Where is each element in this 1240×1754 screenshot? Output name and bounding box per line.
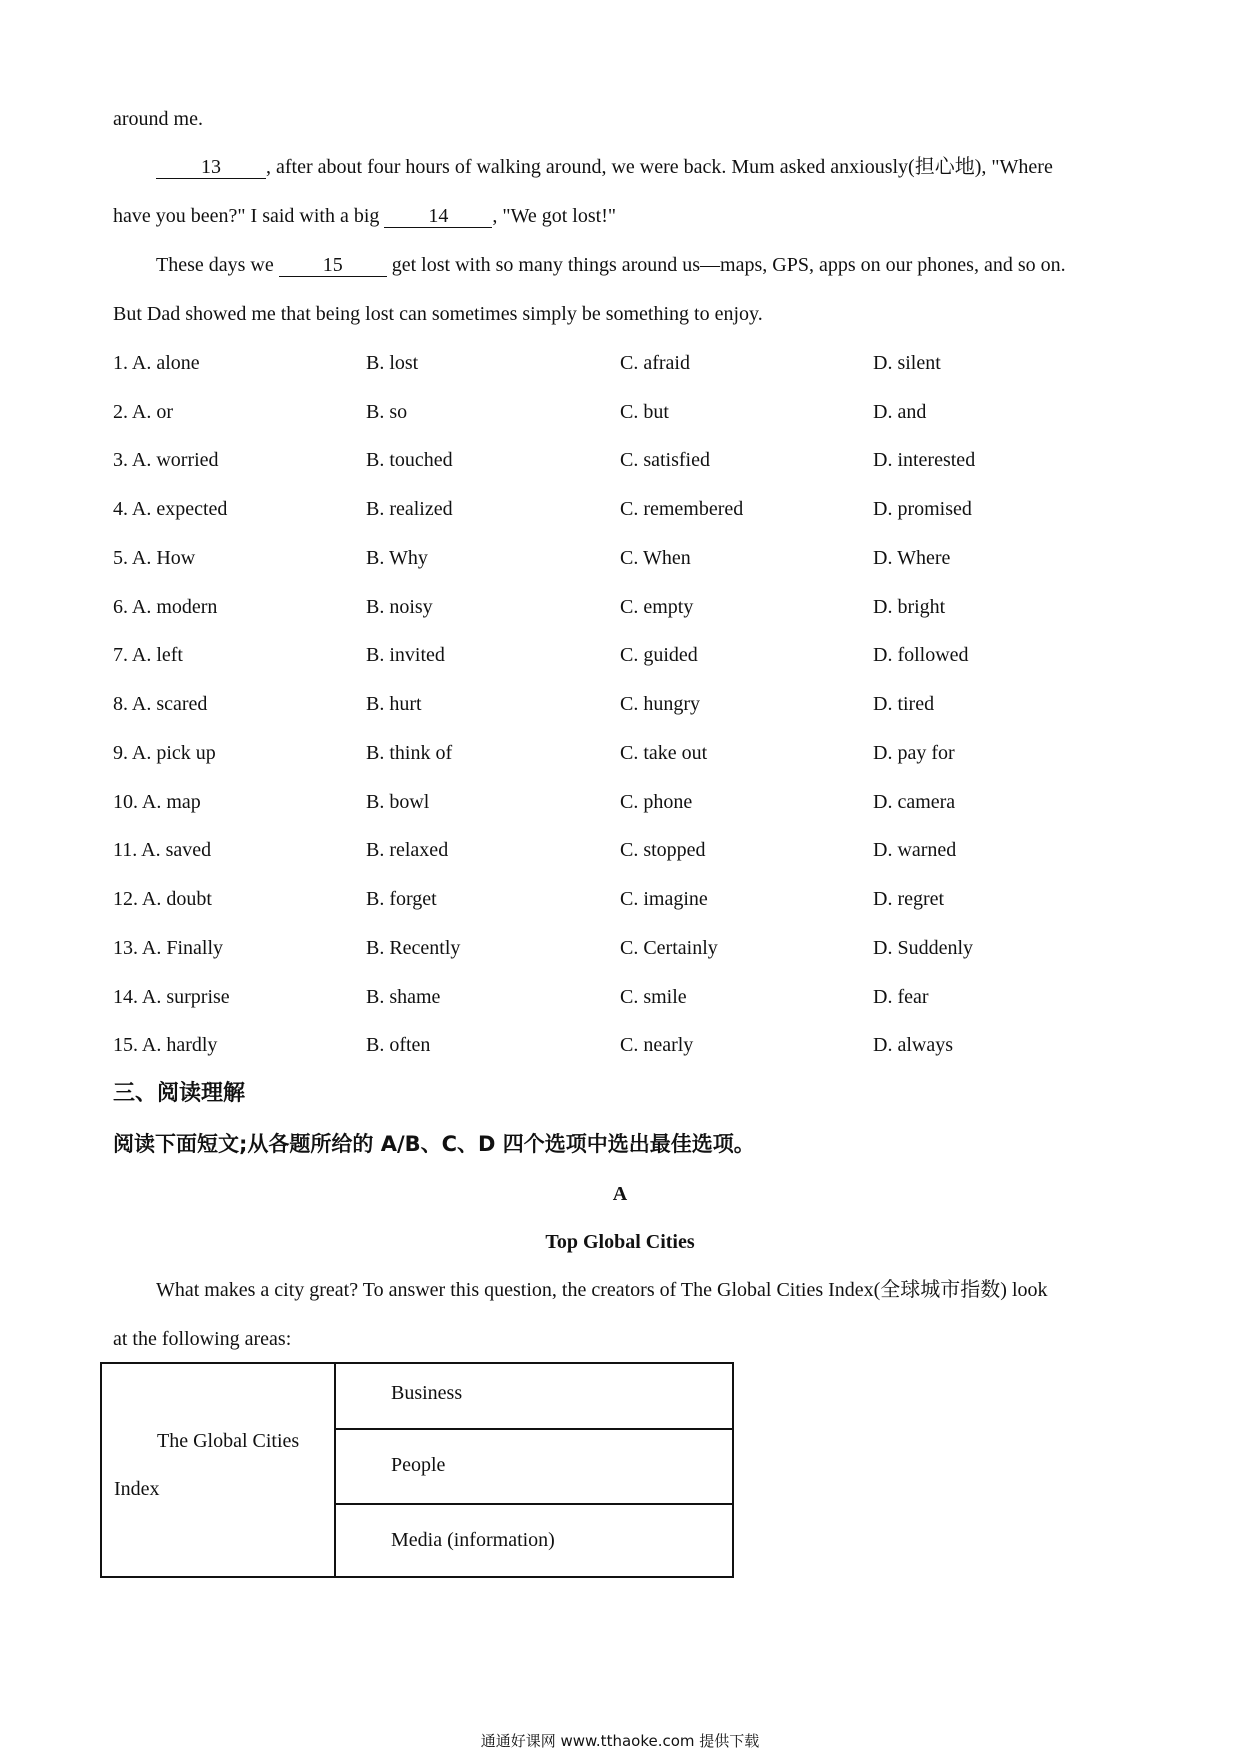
option-a: 1. A. alone bbox=[113, 352, 200, 374]
option-row bbox=[113, 545, 1013, 571]
option-b: B. noisy bbox=[366, 596, 433, 618]
option-a: 10. A. map bbox=[113, 791, 201, 813]
option-row bbox=[113, 740, 1013, 766]
option-d: D. camera bbox=[873, 791, 956, 813]
option-row bbox=[113, 837, 1013, 863]
option-row bbox=[113, 691, 1013, 717]
passage-letter: A bbox=[612, 1183, 628, 1205]
option-row bbox=[113, 594, 1013, 620]
option-d: D. interested bbox=[873, 449, 976, 471]
option-c: C. take out bbox=[620, 742, 708, 764]
passage-text: , "We got lost!" bbox=[492, 205, 617, 227]
option-a: 14. A. surprise bbox=[113, 986, 230, 1008]
passage-text: These days we bbox=[156, 254, 279, 276]
option-c: C. satisfied bbox=[620, 449, 710, 471]
option-b: B. think of bbox=[366, 742, 453, 764]
index-area-cell bbox=[336, 1430, 732, 1505]
passage-paragraph-15 bbox=[156, 252, 1066, 278]
option-row bbox=[113, 886, 1013, 912]
index-area-cell bbox=[336, 1364, 732, 1430]
option-d: D. tired bbox=[873, 693, 935, 715]
option-b: B. forget bbox=[366, 888, 437, 910]
option-c: C. but bbox=[620, 401, 669, 423]
option-row bbox=[113, 350, 1013, 376]
footer-watermark: 通通好课网 www.tthaoke.com 提供下载 bbox=[480, 1732, 760, 1750]
option-row bbox=[113, 642, 1013, 668]
option-b: B. hurt bbox=[366, 693, 422, 715]
option-a: 6. A. modern bbox=[113, 596, 218, 618]
option-b: B. relaxed bbox=[366, 839, 449, 861]
passage-paragraph-13 bbox=[156, 154, 1053, 180]
option-b: B. bowl bbox=[366, 791, 430, 813]
option-c: C. guided bbox=[620, 644, 698, 666]
option-d: D. promised bbox=[873, 498, 972, 520]
option-d: D. bright bbox=[873, 596, 946, 618]
option-c: C. hungry bbox=[620, 693, 700, 715]
option-a: 11. A. saved bbox=[113, 839, 212, 861]
option-a: 4. A. expected bbox=[113, 498, 228, 520]
index-label: Index bbox=[114, 1478, 160, 1500]
option-b: B. invited bbox=[366, 644, 445, 666]
option-row bbox=[113, 1032, 1013, 1058]
option-a: 12. A. doubt bbox=[113, 888, 212, 910]
option-c: C. smile bbox=[620, 986, 687, 1008]
index-area: Business bbox=[391, 1382, 463, 1404]
passage-line-14 bbox=[113, 203, 616, 229]
option-c: C. phone bbox=[620, 791, 693, 813]
section-title: 三、阅读理解 bbox=[113, 1081, 246, 1106]
option-a: 8. A. scared bbox=[113, 693, 208, 715]
option-a: 3. A. worried bbox=[113, 449, 219, 471]
option-c: C. remembered bbox=[620, 498, 744, 520]
passage-line: around me. bbox=[113, 108, 203, 130]
option-row bbox=[113, 399, 1013, 425]
section-instruction: 阅读下面短文;从各题所给的 A/B、C、D 四个选项中选出最佳选项。 bbox=[113, 1132, 755, 1156]
option-c: C. Certainly bbox=[620, 937, 718, 959]
option-row bbox=[113, 984, 1013, 1010]
option-b: B. lost bbox=[366, 352, 419, 374]
option-d: D. followed bbox=[873, 644, 969, 666]
option-d: D. warned bbox=[873, 839, 957, 861]
index-label-cell bbox=[102, 1364, 336, 1576]
article-title: Top Global Cities bbox=[545, 1231, 695, 1253]
option-d: D. and bbox=[873, 401, 927, 423]
passage-text: get lost with so many things around us—maps, GPS, apps on our phones, and so on. bbox=[386, 254, 1066, 276]
passage-text: , after about four hours of walking around, we were back. Mum asked anxiously(担心地), "Where bbox=[266, 156, 1053, 178]
option-b: B. touched bbox=[366, 449, 453, 471]
article-intro: at the following areas: bbox=[113, 1328, 292, 1350]
option-b: B. realized bbox=[366, 498, 453, 520]
index-area: Media (information) bbox=[391, 1529, 555, 1551]
blank-15: 15 bbox=[279, 254, 387, 277]
option-c: C. nearly bbox=[620, 1034, 694, 1056]
passage-text: have you been?" I said with a big bbox=[113, 205, 385, 227]
option-c: C. stopped bbox=[620, 839, 706, 861]
option-d: D. Where bbox=[873, 547, 951, 569]
option-b: B. Why bbox=[366, 547, 428, 569]
option-b: B. Recently bbox=[366, 937, 461, 959]
option-d: D. always bbox=[873, 1034, 953, 1056]
passage-line: But Dad showed me that being lost can sometimes simply be something to enjoy. bbox=[113, 303, 763, 325]
option-c: C. When bbox=[620, 547, 691, 569]
blank-14: 14 bbox=[384, 205, 492, 228]
global-cities-index-table bbox=[100, 1362, 734, 1578]
option-a: 9. A. pick up bbox=[113, 742, 216, 764]
index-area: People bbox=[391, 1454, 446, 1476]
article-intro: What makes a city great? To answer this question, the creators of The Global Cities Index(全球城市指数) look bbox=[156, 1279, 1048, 1301]
option-d: D. silent bbox=[873, 352, 941, 374]
option-row bbox=[113, 447, 1013, 473]
option-d: D. pay for bbox=[873, 742, 955, 764]
option-a: 5. A. How bbox=[113, 547, 196, 569]
option-a: 7. A. left bbox=[113, 644, 183, 666]
option-row bbox=[113, 496, 1013, 522]
option-d: D. Suddenly bbox=[873, 937, 973, 959]
option-b: B. often bbox=[366, 1034, 431, 1056]
option-a: 15. A. hardly bbox=[113, 1034, 218, 1056]
option-row bbox=[113, 935, 1013, 961]
option-a: 2. A. or bbox=[113, 401, 173, 423]
blank-13: 13 bbox=[156, 156, 266, 179]
option-d: D. regret bbox=[873, 888, 945, 910]
option-c: C. afraid bbox=[620, 352, 690, 374]
option-a: 13. A. Finally bbox=[113, 937, 224, 959]
option-c: C. empty bbox=[620, 596, 694, 618]
option-c: C. imagine bbox=[620, 888, 708, 910]
index-label: The Global Cities bbox=[157, 1430, 300, 1452]
option-d: D. fear bbox=[873, 986, 929, 1008]
option-row bbox=[113, 789, 1013, 815]
option-b: B. shame bbox=[366, 986, 441, 1008]
option-b: B. so bbox=[366, 401, 408, 423]
index-area-cell bbox=[336, 1505, 732, 1576]
